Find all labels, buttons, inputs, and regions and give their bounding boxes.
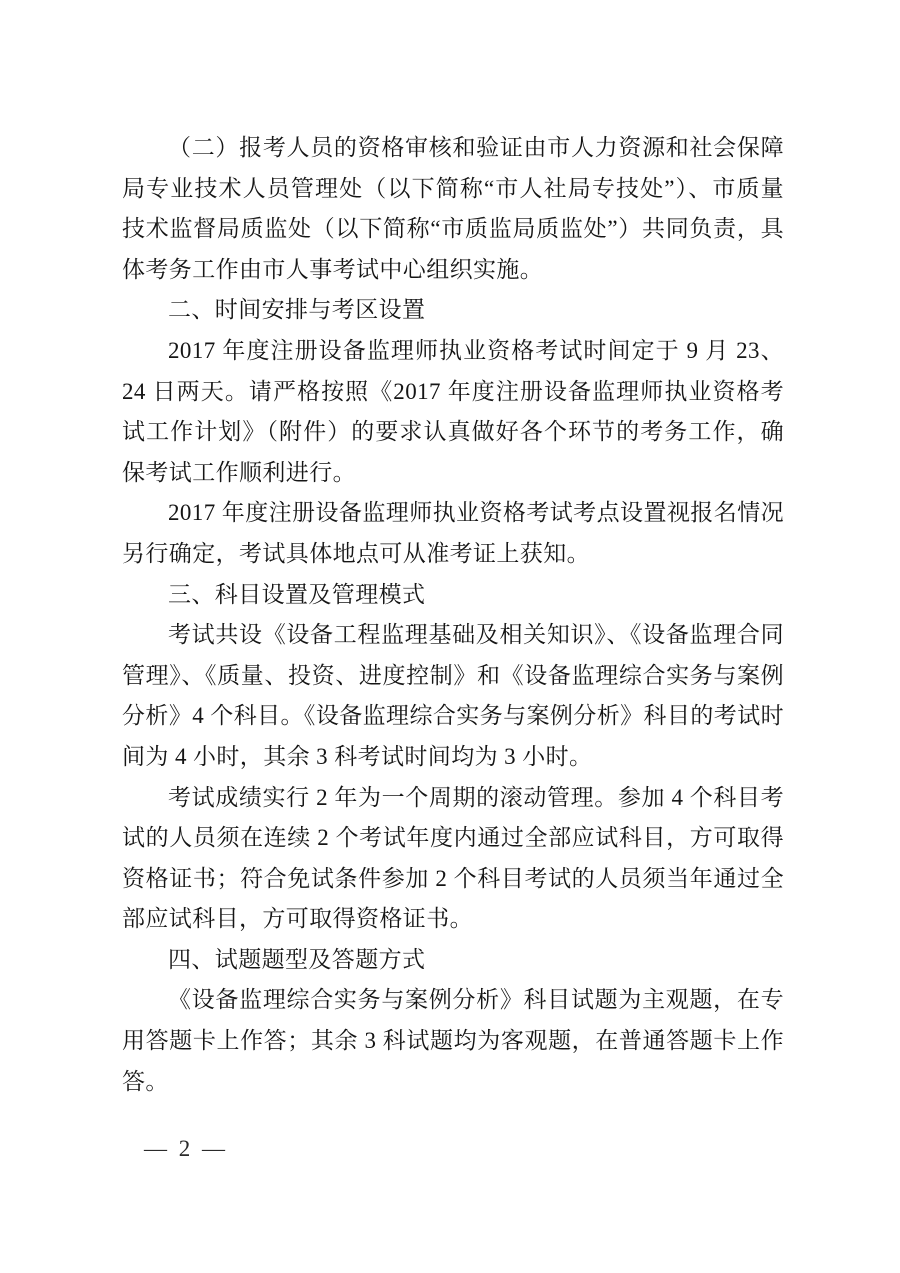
body-paragraph: 《设备监理综合实务与案例分析》科目试题为主观题，在专用答题卡上作答；其余 3 科试题均为客观题，在普通答题卡上作答。 bbox=[122, 987, 784, 1094]
body-paragraph: （二）报考人员的资格审核和验证由市人力资源和社会保障局专业技术人员管理处（以下简称“市人社局专技处”）、市质量技术监督局质监处（以下简称“市质监局质监处”）共同负责，具体考务工作由市人事考试中心组织实施。 bbox=[122, 135, 784, 282]
page-number: — 2 — bbox=[144, 1136, 228, 1161]
body-paragraph: 考试成绩实行 2 年为一个周期的滚动管理。参加 4 个科目考试的人员须在连续 2 个考试年度内通过全部应试科目，方可取得资格证书；符合免试条件参加 2 个科目考试的人员须当年通过全部应试科目，方可取得资格证书。 bbox=[122, 784, 784, 932]
body-paragraph: 2017 年度注册设备监理师执业资格考试考点设置视报名情况另行确定，考试具体地点可从准考证上获知。 bbox=[122, 500, 784, 566]
body-paragraph: 考试共设《设备工程监理基础及相关知识》、《设备监理合同管理》、《质量、投资、进度控制》和《设备监理综合实务与案例分析》4 个科目。《设备监理综合实务与案例分析》科目的考试时间为 4 小时，其余 3 科考试时间均为 3 小时。 bbox=[122, 622, 784, 769]
section-heading: 二、时间安排与考区设置 bbox=[168, 297, 426, 323]
section-heading: 三、科目设置及管理模式 bbox=[168, 581, 426, 607]
section-heading: 四、试题题型及答题方式 bbox=[168, 946, 426, 972]
body-paragraph: 2017 年度注册设备监理师执业资格考试时间定于 9 月 23、24 日两天。请严格按照《2017 年度注册设备监理师执业资格考试工作计划》（附件）的要求认真做好各个环节的考务工作，确保考试工作顺利进行。 bbox=[122, 337, 784, 485]
document-body bbox=[122, 128, 784, 1102]
page-footer bbox=[144, 1136, 228, 1162]
